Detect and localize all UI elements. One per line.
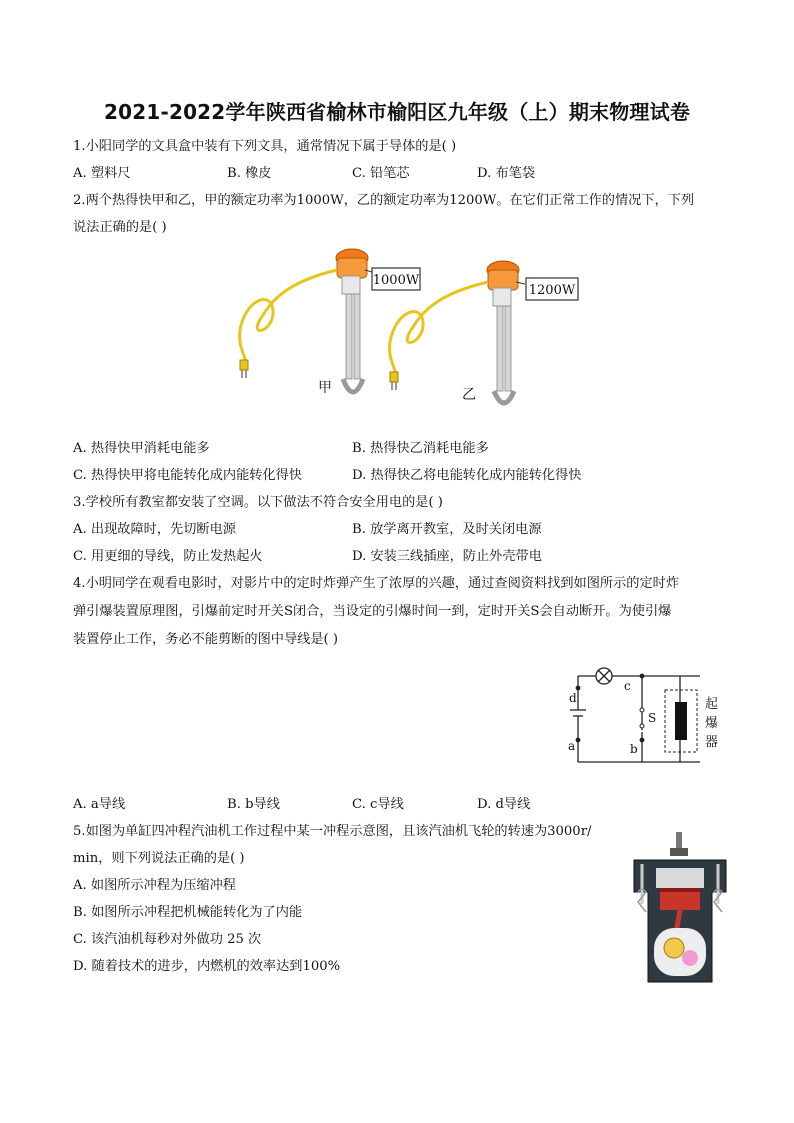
heater-a-name: 甲 <box>318 380 332 396</box>
q1-option-c: C. 铅笔芯 <box>352 166 410 181</box>
q5-stem-line1: 5.如图为单缸四冲程汽油机工作过程中某一冲程示意图，且该汽油机飞轮的转速为3000r/ <box>73 824 592 839</box>
q1-stem: 1.小阳同学的文具盒中装有下列文具，通常情况下属于导体的是( ) <box>73 139 457 154</box>
wire-b-label: b <box>630 742 638 756</box>
detonator-label-1: 起 <box>705 697 719 712</box>
q2-stem-line2: 说法正确的是( ) <box>73 220 167 235</box>
q2-option-b: B. 热得快乙消耗电能多 <box>352 441 489 456</box>
engine-stroke-diagram <box>630 832 730 987</box>
q2-option-d: D. 热得快乙将电能转化成内能转化得快 <box>352 468 582 483</box>
detonator-circuit-diagram <box>560 660 730 772</box>
q4-stem-line2: 弹引爆装置原理图，引爆前定时开关S闭合，当设定的引爆时间一到，定时开关S会自动断开。为使引爆 <box>73 604 672 619</box>
q5-option-a: A. 如图所示冲程为压缩冲程 <box>73 878 236 893</box>
q2-stem-line1: 2.两个热得快甲和乙，甲的额定功率为1000W，乙的额定功率为1200W。在它们正常工作的情况下，下列 <box>73 193 695 208</box>
q3-option-a: A. 出现故障时，先切断电源 <box>73 522 236 537</box>
q2-option-a: A. 热得快甲消耗电能多 <box>73 441 210 456</box>
detonator-label-3: 器 <box>705 735 719 750</box>
wire-d-label: d <box>569 691 577 705</box>
heater-a-power-label: 1000W <box>372 273 420 288</box>
q2-option-c: C. 热得快甲将电能转化成内能转化得快 <box>73 468 303 483</box>
heater-b-name: 乙 <box>462 387 476 403</box>
wire-c-label: c <box>624 679 631 693</box>
detonator-label-2: 爆 <box>705 716 719 731</box>
q5-option-b: B. 如图所示冲程把机械能转化为了内能 <box>73 905 303 920</box>
q1-option-b: B. 橡皮 <box>227 166 272 181</box>
q4-stem-line1: 4.小明同学在观看电影时，对影片中的定时炸弹产生了浓厚的兴趣，通过查阅资料找到如图所示的定时炸 <box>73 576 680 591</box>
q5-option-c: C. 该汽油机每秒对外做功 25 次 <box>73 932 262 947</box>
q3-option-d: D. 安装三线插座，防止外壳带电 <box>352 549 542 564</box>
q1-option-d: D. 布笔袋 <box>477 166 536 181</box>
q4-option-b: B. b导线 <box>227 797 280 812</box>
q4-option-c: C. c导线 <box>352 797 404 812</box>
page-title: 2021-2022学年陕西省榆林市榆阳区九年级（上）期末物理试卷 <box>103 100 691 124</box>
q4-stem-line3: 装置停止工作，务必不能剪断的图中导线是( ) <box>73 632 339 647</box>
heater-b-power-label: 1200W <box>528 283 576 298</box>
q5-option-d: D. 随着技术的进步，内燃机的效率达到100% <box>73 959 341 974</box>
q5-stem-line2: min，则下列说法正确的是( ) <box>73 851 245 866</box>
q3-option-b: B. 放学离开教室，及时关闭电源 <box>352 522 542 537</box>
q3-option-c: C. 用更细的导线，防止发热起火 <box>73 549 263 564</box>
q4-option-a: A. a导线 <box>73 797 126 812</box>
q4-option-d: D. d导线 <box>477 797 531 812</box>
immersion-heater-figure <box>215 240 585 415</box>
switch-s-label: S <box>648 711 657 725</box>
wire-a-label: a <box>568 739 576 753</box>
q1-option-a: A. 塑料尺 <box>73 166 131 181</box>
q3-stem: 3.学校所有教室都安装了空调。以下做法不符合安全用电的是( ) <box>73 495 443 510</box>
